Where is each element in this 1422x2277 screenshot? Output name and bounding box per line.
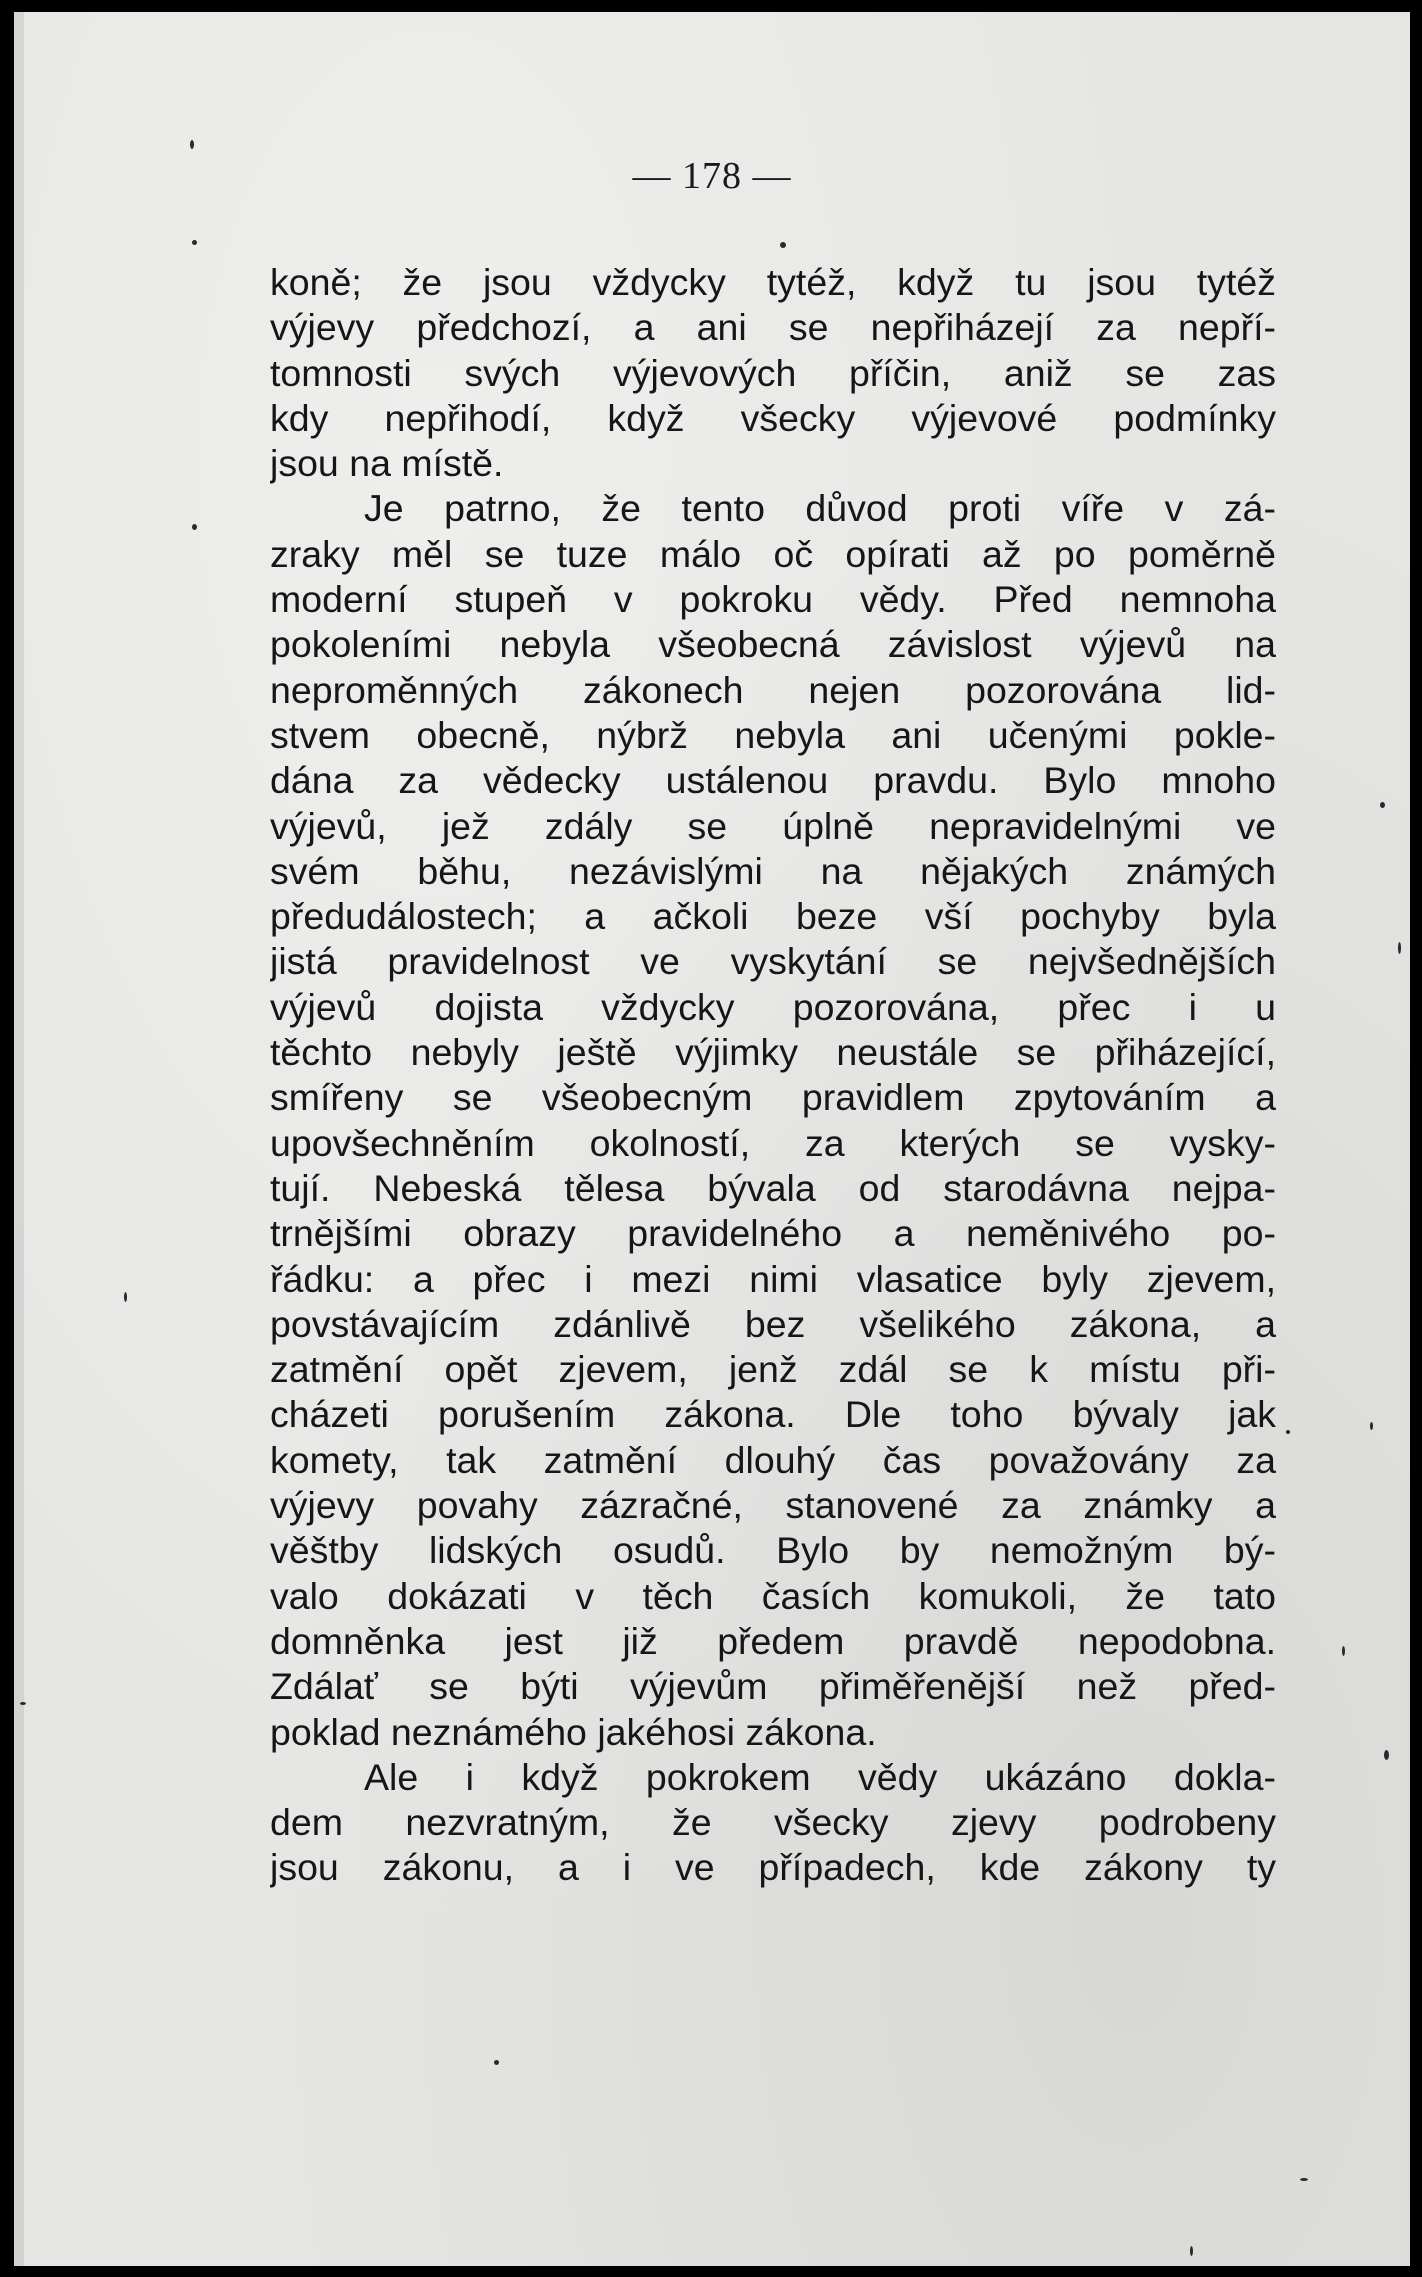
body-text xyxy=(270,260,1276,1891)
text-line: cházeti porušením zákona. Dle toho bývaly jak xyxy=(270,1393,1276,1436)
paragraph-first-line: Ale i když pokrokem vědy ukázáno dokla- xyxy=(364,1755,1276,1798)
text-line: předudálostech; a ačkoli beze vší pochyby byla xyxy=(270,895,1276,938)
text-line: řádku: a přec i mezi nimi vlasatice byly zjevem, xyxy=(270,1257,1276,1300)
text-line: domněnka jest již předem pravdě nepodobna. xyxy=(270,1619,1276,1662)
text-line: poklad neznámého jakéhosi zákona. xyxy=(270,1710,877,1753)
dust-speck xyxy=(192,524,197,530)
dust-speck xyxy=(494,2060,499,2065)
text-line: jsou na místě. xyxy=(270,442,504,485)
text-line: trnějšími obrazy pravidelného a neměnivého po- xyxy=(270,1212,1276,1255)
text-line: kdy nepřihodí, když všecky výjevové podmínky xyxy=(270,396,1276,439)
text-line: svém běhu, nezávislými na nějakých známých xyxy=(270,849,1276,892)
text-line: moderní stupeň v pokroku vědy. Před nemnoha xyxy=(270,578,1276,621)
dust-speck xyxy=(1286,1430,1290,1434)
page-number: — 178 — xyxy=(632,155,792,197)
dust-speck xyxy=(1398,942,1401,954)
text-line: pokoleními nebyla všeobecná závislost výjevů na xyxy=(270,623,1276,666)
text-line: dem nezvratným, že všecky zjevy podrobeny xyxy=(270,1801,1276,1844)
text-line: věštby lidských osudů. Bylo by nemožným bý- xyxy=(270,1529,1276,1572)
text-line: výjevů dojista vždycky pozorována, přec i u xyxy=(270,985,1276,1028)
text-line: neproměnných zákonech nejen pozorována lid- xyxy=(270,668,1276,711)
text-line: tují. Nebeská tělesa bývala od starodávna nejpa- xyxy=(270,1166,1276,1209)
dust-speck xyxy=(192,240,197,245)
text-line: smířeny se všeobecným pravidlem zpytováním a xyxy=(270,1076,1276,1119)
text-line: stvem obecně, nýbrž nebyla ani učenými pokle- xyxy=(270,713,1276,756)
left-edge-shadow xyxy=(14,12,24,2266)
dust-speck xyxy=(780,242,786,248)
text-line: výjevy povahy zázračné, stanovené za známky a xyxy=(270,1484,1276,1527)
text-line: výjevy předchozí, a ani se nepřiházejí za nepří- xyxy=(270,306,1276,349)
dust-speck xyxy=(1384,1750,1389,1760)
dust-speck xyxy=(1370,1422,1373,1430)
text-line: valo dokázati v těch časích komukoli, že tato xyxy=(270,1574,1276,1617)
text-line: povstávajícím zdánlivě bez všelikého zákona, a xyxy=(270,1302,1276,1345)
text-line: tomnosti svých výjevových příčin, aniž se zas xyxy=(270,351,1276,394)
dust-speck xyxy=(190,140,194,149)
text-line: komety, tak zatmění dlouhý čas považovány za xyxy=(270,1438,1276,1481)
dust-speck xyxy=(124,1292,127,1302)
text-line: zraky měl se tuze málo oč opírati až po poměrně xyxy=(270,532,1276,575)
text-line: jsou zákonu, a i ve případech, kde zákony ty xyxy=(270,1846,1276,1889)
text-line: těchto nebyly ještě výjimky neustále se přiházející, xyxy=(270,1031,1276,1074)
dust-speck xyxy=(1190,2246,1193,2256)
text-line: zatmění opět zjevem, jenž zdál se k místu při- xyxy=(270,1348,1276,1391)
text-line: upovšechněním okolností, za kterých se vysky- xyxy=(270,1121,1276,1164)
paragraph-first-line: Je patrno, že tento důvod proti víře v zá- xyxy=(364,487,1276,530)
paper-sheet xyxy=(14,12,1410,2266)
dust-speck xyxy=(20,1702,26,1705)
dust-speck xyxy=(1300,2178,1308,2181)
dust-speck xyxy=(1342,1646,1345,1656)
text-line: jistá pravidelnost ve vyskytání se nejvšednějších xyxy=(270,940,1276,983)
text-line: koně; že jsou vždycky tytéž, když tu jsou tytéž xyxy=(270,261,1276,303)
text-line: dána za vědecky ustálenou pravdu. Bylo mnoho xyxy=(270,759,1276,802)
text-line: výjevů, jež zdály se úplně nepravidelnými ve xyxy=(270,804,1276,847)
text-line: Zdálať se býti výjevům přiměřenější než před- xyxy=(270,1665,1276,1708)
dust-speck xyxy=(1380,802,1385,808)
